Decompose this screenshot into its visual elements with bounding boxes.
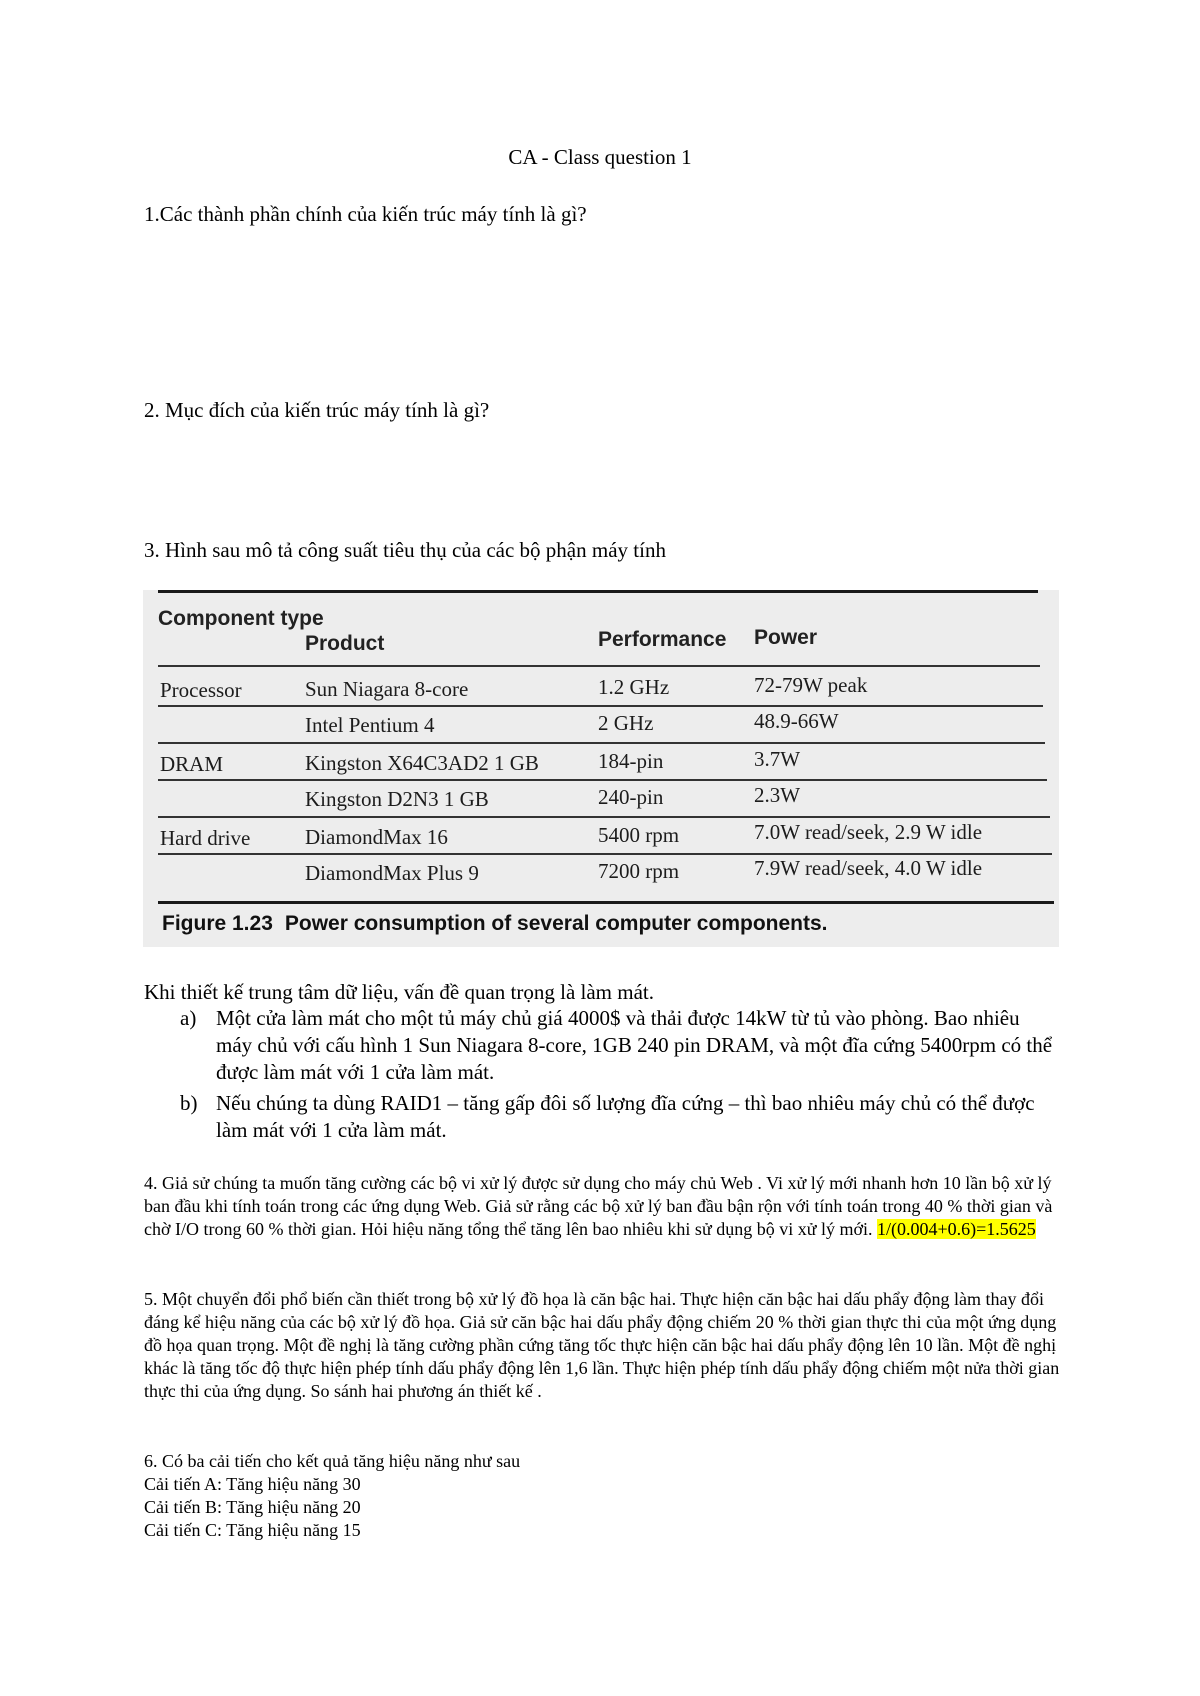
row-1-product: Sun Niagara 8-core	[305, 677, 469, 701]
question-5: 5. Một chuyển đổi phổ biến cần thiết trong bộ xử lý đồ họa là căn bậc hai. Thực hiện căn bậc hai dấu phẩy động làm thay đổi đáng kể hiệu năng của các bộ xử lý đồ họa. Giả sử căn bậc hai dấu phẩy động chiếm 20 % thời gian thực thi của một ứng dụng đồ họa quan trọng. Một đề nghị là tăng cường phần cứng tăng tốc thực hiện căn bậc hai dấu phẩy động lên 10 lần. Một đề nghị khác là tăng tốc độ thực hiện phép tính dấu phẩy động lên 1,6 lần. Thực hiện phép tính dấu phẩy động chiếm một nửa thời gian thực thi của ứng dụng. So sánh hai phương án thiết kế .	[144, 1289, 1060, 1401]
row-3-power: 3.7W	[754, 747, 801, 771]
header-performance: Performance	[598, 628, 727, 651]
power-consumption-figure	[143, 590, 1059, 947]
row-5-type: Hard drive	[160, 826, 251, 850]
row-6-product: DiamondMax Plus 9	[305, 861, 479, 885]
row-3-type: DRAM	[160, 752, 224, 776]
row-1-type: Processor	[160, 678, 242, 702]
improvement-c: Cải tiến C: Tăng hiệu năng 15	[144, 1520, 361, 1540]
row-2-power: 48.9-66W	[754, 709, 839, 733]
row-3-performance: 184-pin	[598, 749, 664, 773]
improvement-b: Cải tiến B: Tăng hiệu năng 20	[144, 1497, 361, 1517]
row-4-power: 2.3W	[754, 783, 801, 807]
question-6	[144, 1450, 520, 1542]
question-2: 2. Mục đích của kiến trúc máy tính là gì?	[144, 398, 490, 422]
row-1-power: 72-79W peak	[754, 673, 868, 697]
figure-caption-text: Power consumption of several computer components.	[284, 912, 828, 935]
header-component-type: Component type	[158, 607, 324, 630]
question-6-intro: 6. Có ba cải tiến cho kết quả tăng hiệu năng như sau	[144, 1451, 521, 1471]
row-5-power: 7.0W read/seek, 2.9 W idle	[754, 820, 983, 844]
question-4-answer: 1/(0.004+0.6)=1.5625	[876, 1219, 1036, 1239]
row-2-product: Intel Pentium 4	[305, 713, 435, 737]
row-6-power: 7.9W read/seek, 4.0 W idle	[754, 856, 983, 880]
row-5-performance: 5400 rpm	[598, 823, 680, 847]
row-3-product: Kingston X64C3AD2 1 GB	[305, 751, 539, 775]
figure-caption	[162, 912, 828, 936]
question-4	[144, 1172, 1064, 1241]
improvement-a: Cải tiến A: Tăng hiệu năng 30	[144, 1474, 361, 1494]
cooling-intro: Khi thiết kế trung tâm dữ liệu, vấn đề quan trọng là làm mát.	[144, 980, 655, 1004]
header-power: Power	[754, 626, 818, 649]
row-6-performance: 7200 rpm	[598, 859, 680, 883]
list-marker-a: a)	[180, 1006, 197, 1030]
row-5-product: DiamondMax 16	[305, 825, 448, 849]
row-4-performance: 240-pin	[598, 785, 664, 809]
list-marker-b: b)	[180, 1091, 198, 1115]
page-title: CA - Class question 1	[508, 145, 692, 169]
header-product: Product	[305, 632, 385, 655]
row-2-performance: 2 GHz	[598, 711, 654, 735]
list-text-b: Nếu chúng ta dùng RAID1 – tăng gấp đôi số lượng đĩa cứng – thì bao nhiêu máy chủ có thể được làm mát với 1 cửa làm mát.	[216, 1091, 1035, 1142]
figure-number: Figure 1.23	[162, 912, 273, 935]
question-1: 1.Các thành phần chính của kiến trúc máy tính là gì?	[144, 202, 587, 226]
question-3: 3. Hình sau mô tả công suất tiêu thụ của các bộ phận máy tính	[144, 538, 666, 562]
question-4-text: 4. Giả sử chúng ta muốn tăng cường các bộ vi xử lý được sử dụng cho máy chủ Web . Vi xử lý mới nhanh hơn 10 lần bộ xử lý ban đầu khi tính toán trong các ứng dụng Web. Giả sử rằng các bộ xử lý ban đầu bận rộn với tính toán trong 40 % thời gian và chờ I/O trong 60 % thời gian. Hỏi hiệu năng tổng thể tăng lên bao nhiêu khi sử dụng bộ vi xử lý mới.	[144, 1173, 1053, 1239]
list-text-a: Một cửa làm mát cho một tủ máy chủ giá 4000$ và thải được 14kW từ tủ vào phòng. Bao nhiêu máy chủ với cấu hình 1 Sun Niagara 8-core, 1GB 240 pin DRAM, và một đĩa cứng 5400rpm có thể được làm mát với 1 cửa làm mát.	[216, 1006, 1053, 1084]
row-1-performance: 1.2 GHz	[598, 675, 670, 699]
row-4-product: Kingston D2N3 1 GB	[305, 787, 489, 811]
